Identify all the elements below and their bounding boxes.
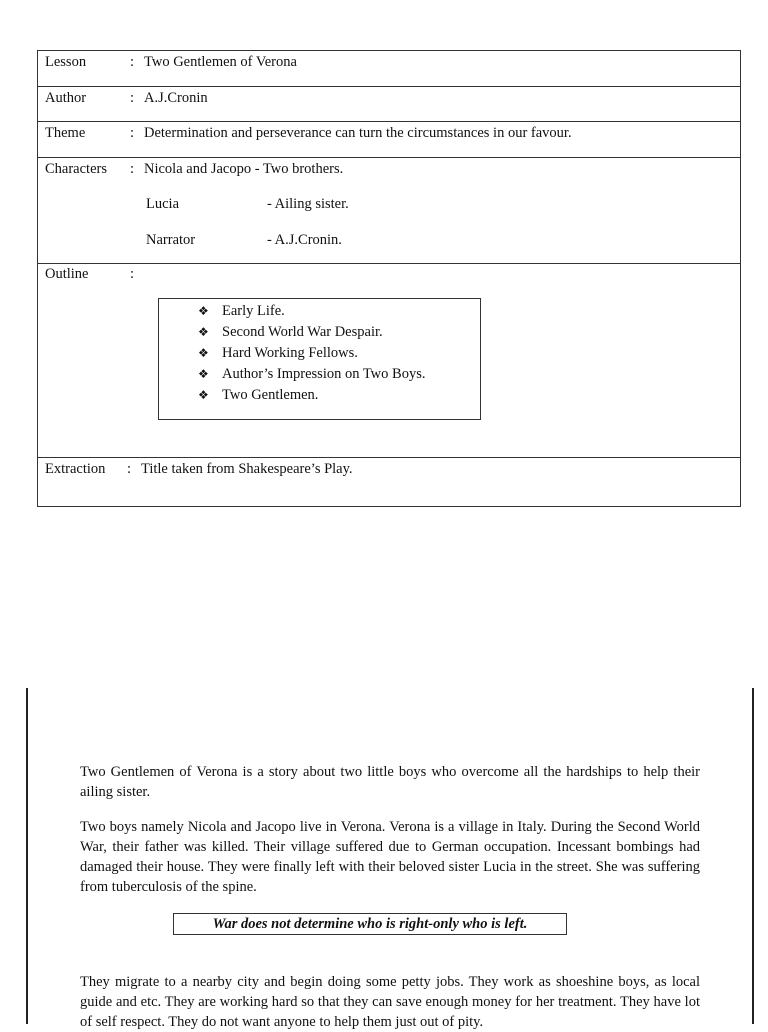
author-row (38, 87, 740, 122)
diamond-bullet-icon: ❖ (198, 388, 209, 402)
extraction-label: Extraction (45, 461, 106, 477)
lesson-label: Lesson (45, 54, 87, 70)
lesson-value: Two Gentlemen of Verona (144, 54, 297, 70)
lesson-row (38, 51, 740, 87)
lesson-colon: : (130, 54, 135, 70)
diamond-bullet-icon: ❖ (198, 367, 209, 381)
lesson-summary-table (37, 50, 741, 507)
intro-paragraph: Two Gentlemen of Verona is a story about two little boys who overcome all the hardships to help their ailing sister. (80, 764, 700, 800)
diamond-bullet-icon: ❖ (198, 346, 209, 360)
outline-label: Outline (45, 266, 89, 282)
extraction-row (38, 458, 740, 506)
background-paragraph: Two boys namely Nicola and Jacopo live in Verona. Verona is a village in Italy. During the Second World War, their father was killed. Their village suffered due to German occupation. Incessant bombings had damaged their house. They were finally left with their beloved sister Lucia in the street. She was suffering from tuberculosis of the spine. (80, 819, 700, 895)
outline-item (159, 343, 480, 364)
diamond-bullet-icon: ❖ (198, 325, 209, 339)
theme-label: Theme (45, 125, 86, 141)
outline-list (158, 298, 481, 420)
outline-item-text: Early Life. (222, 303, 285, 319)
outline-colon: : (130, 266, 135, 282)
outline-item (159, 301, 480, 322)
characters-colon: : (130, 161, 135, 177)
theme-row (38, 122, 740, 158)
outline-item-text: Second World War Despair. (222, 324, 383, 340)
character-name-narrator: Narrator (146, 232, 196, 248)
quote-box: War does not determine who is right-only who is left. (173, 913, 567, 935)
diamond-bullet-icon: ❖ (198, 304, 209, 318)
outline-item-text: Author’s Impression on Two Boys. (222, 366, 426, 382)
outline-item-text: Hard Working Fellows. (222, 345, 358, 361)
theme-colon: : (130, 125, 135, 141)
author-label: Author (45, 90, 87, 106)
theme-value: Determination and perseverance can turn the circumstances in our favour. (144, 125, 572, 141)
migration-paragraph: They migrate to a nearby city and begin doing some petty jobs. They work as shoeshine boys, as local guide and etc. They are working hard so that they can save enough money for her treatment. They have lot of self respect. They do not want anyone to help them just out of pity. (80, 974, 700, 1030)
author-colon: : (130, 90, 135, 106)
extraction-colon: : (127, 461, 132, 477)
characters-label: Characters (45, 161, 107, 177)
author-value: A.J.Cronin (144, 90, 208, 106)
character-desc-lucia: - Ailing sister. (267, 196, 349, 212)
characters-value: Nicola and Jacopo - Two brothers. (144, 161, 344, 177)
character-desc-narrator: - A.J.Cronin. (267, 232, 342, 248)
characters-row (38, 158, 740, 264)
outline-item (159, 385, 480, 406)
outline-item (159, 322, 480, 343)
story-summary-page (26, 688, 754, 1030)
character-name-lucia: Lucia (146, 196, 180, 212)
outline-item (159, 364, 480, 385)
outline-row (38, 264, 740, 458)
outline-item-text: Two Gentlemen. (222, 387, 319, 403)
extraction-value: Title taken from Shakespeare’s Play. (141, 461, 353, 477)
